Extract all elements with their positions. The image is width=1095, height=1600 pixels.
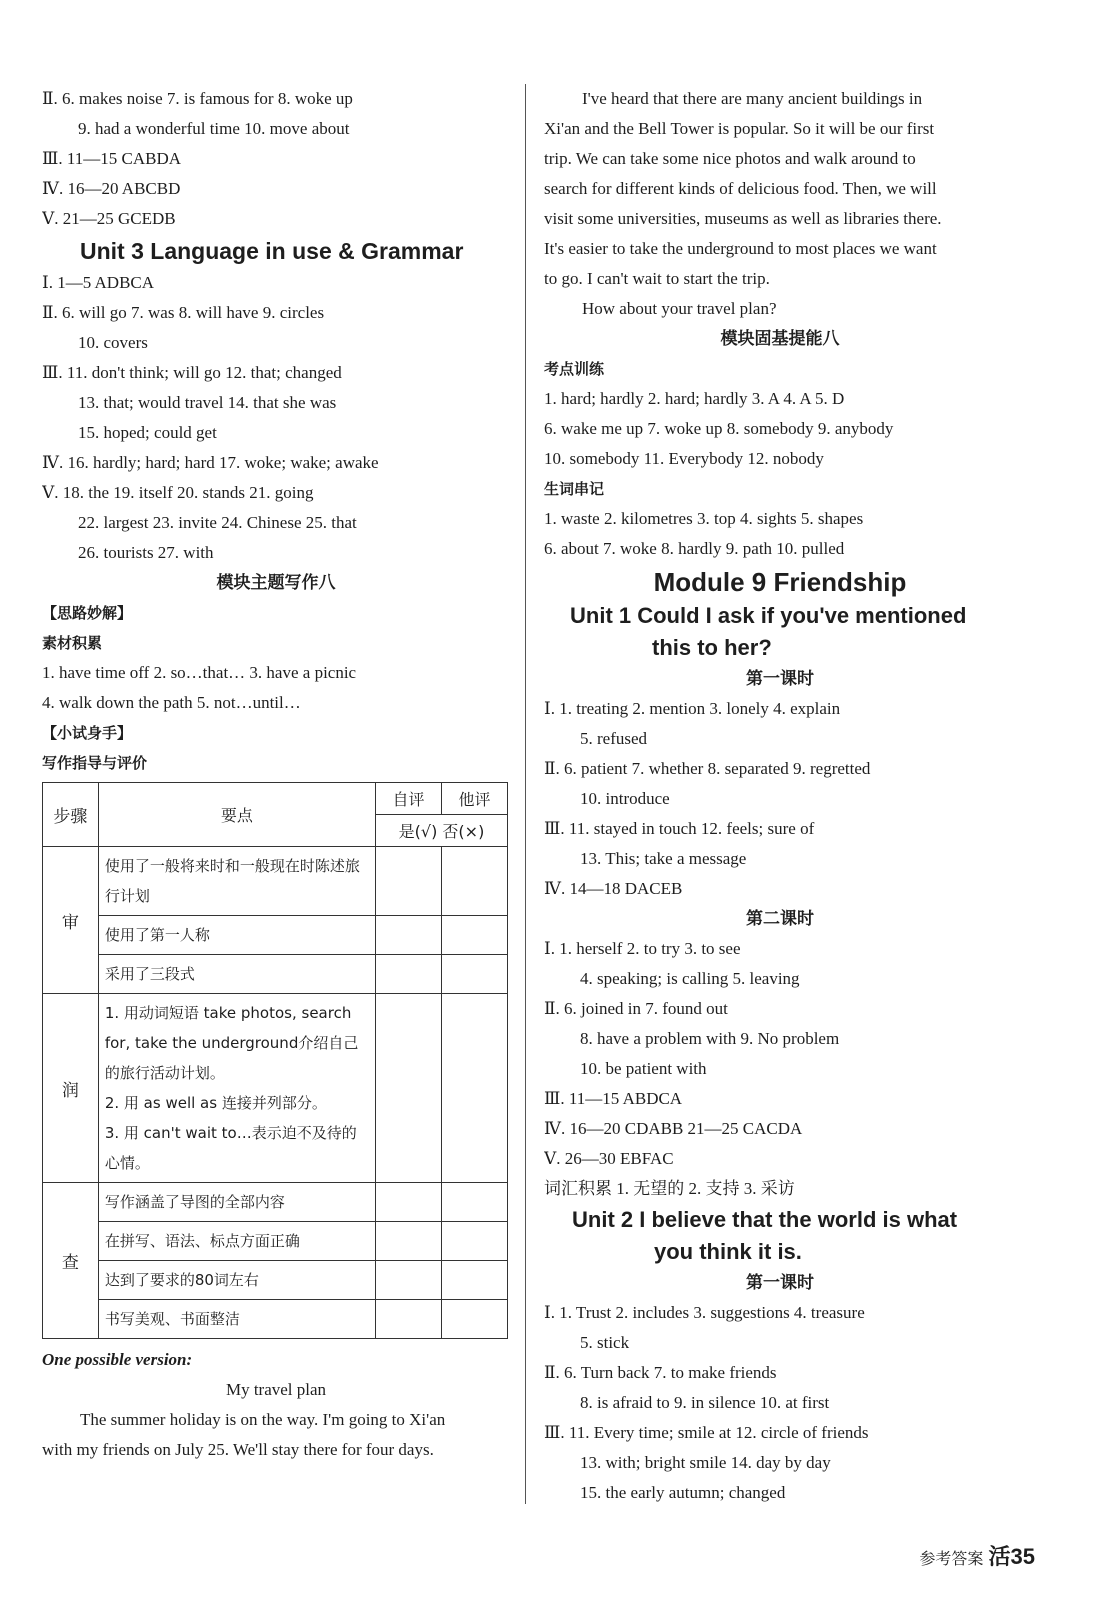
page-footer bbox=[919, 1540, 1035, 1571]
self-eval-cell bbox=[376, 994, 442, 1183]
header-point: 要点 bbox=[98, 783, 375, 847]
self-eval-cell bbox=[376, 916, 442, 955]
answer-line: Ⅲ. 11. don't think; will go 12. that; changed bbox=[42, 363, 342, 382]
lesson-heading: 第一课时 bbox=[746, 669, 814, 689]
table-row bbox=[43, 1261, 508, 1300]
self-eval-cell bbox=[376, 1261, 442, 1300]
gugu-heading: 模块固基提能八 bbox=[720, 329, 840, 349]
unit3-title: Unit 3 Language in use & Grammar bbox=[80, 238, 464, 264]
point-cell: 使用了一般将来时和一般现在时陈述旅行计划 bbox=[98, 847, 375, 916]
evaluation-table bbox=[42, 782, 508, 1339]
self-eval-cell bbox=[376, 1222, 442, 1261]
answer-line: Ⅱ. 6. joined in 7. found out bbox=[544, 999, 728, 1018]
column-divider bbox=[525, 84, 526, 1504]
answer-line: 13. with; bright smile 14. day by day bbox=[580, 1453, 831, 1472]
answer-line: 15. the early autumn; changed bbox=[580, 1483, 786, 1502]
answer-line: Ⅳ. 16—20 ABCBD bbox=[42, 179, 181, 198]
peer-eval-cell bbox=[441, 1183, 507, 1222]
self-eval-cell bbox=[376, 847, 442, 916]
answer-line: 13. This; take a message bbox=[580, 849, 747, 868]
essay-line: Xi'an and the Bell Tower is popular. So it will be our first bbox=[544, 119, 935, 138]
silu-heading: 【思路妙解】 bbox=[42, 604, 133, 622]
essay-line: with my friends on July 25. We'll stay there for four days. bbox=[42, 1440, 434, 1459]
essay-line: to go. I can't wait to start the trip. bbox=[544, 269, 770, 288]
essay-line: It's easier to take the underground to most places we want bbox=[544, 239, 937, 258]
answer-line: Ⅲ. 11. Every time; smile at 12. circle of friends bbox=[544, 1423, 869, 1442]
table-row bbox=[43, 1183, 508, 1222]
point-cell: 达到了要求的80词左右 bbox=[98, 1261, 375, 1300]
table-header-row bbox=[43, 783, 508, 815]
unit2-title: Unit 2 I believe that the world is what bbox=[572, 1207, 958, 1232]
version-label: One possible version: bbox=[42, 1350, 193, 1369]
answer-line: Ⅱ. 6. will go 7. was 8. will have 9. circles bbox=[42, 303, 325, 322]
writing-section-heading: 模块主题写作八 bbox=[216, 573, 336, 593]
step-cell: 查 bbox=[43, 1183, 99, 1339]
table-row bbox=[43, 994, 508, 1183]
header-yes-no: 是(√) 否(×) bbox=[376, 815, 508, 847]
header-peer: 他评 bbox=[441, 783, 507, 815]
point-cell: 在拼写、语法、标点方面正确 bbox=[98, 1222, 375, 1261]
answer-line: 10. somebody 11. Everybody 12. nobody bbox=[544, 449, 824, 468]
point-item: 2. 用 as well as 连接并列部分。 bbox=[104, 1094, 327, 1112]
answer-line: Ⅰ. 1—5 ADBCA bbox=[42, 273, 155, 292]
header-self: 自评 bbox=[376, 783, 442, 815]
peer-eval-cell bbox=[441, 1300, 507, 1339]
answer-line: 词汇积累 1. 无望的 2. 支持 3. 采访 bbox=[544, 1179, 795, 1198]
essay-line: search for different kinds of delicious food. Then, we will bbox=[544, 179, 937, 198]
peer-eval-cell bbox=[441, 1261, 507, 1300]
point-cell bbox=[98, 994, 375, 1183]
point-cell: 使用了第一人称 bbox=[98, 916, 375, 955]
header-step: 步骤 bbox=[43, 783, 99, 847]
xiaoshi-heading: 【小试身手】 bbox=[42, 724, 133, 742]
answer-line: 15. hoped; could get bbox=[78, 423, 217, 442]
point-cell: 书写美观、书面整洁 bbox=[98, 1300, 375, 1339]
answer-line: Ⅰ. 1. herself 2. to try 3. to see bbox=[544, 939, 741, 958]
essay-line: How about your travel plan? bbox=[582, 299, 777, 318]
self-eval-cell bbox=[376, 955, 442, 994]
answer-line: 22. largest 23. invite 24. Chinese 25. that bbox=[78, 513, 357, 532]
essay-title: My travel plan bbox=[225, 1380, 327, 1399]
answer-line: 6. about 7. woke 8. hardly 9. path 10. pulled bbox=[544, 539, 845, 558]
answer-line: 9. had a wonderful time 10. move about bbox=[78, 119, 350, 138]
answer-line: 13. that; would travel 14. that she was bbox=[78, 393, 337, 412]
answer-line: Ⅱ. 6. patient 7. whether 8. separated 9. regretted bbox=[544, 759, 871, 778]
answer-line: 8. have a problem with 9. No problem bbox=[580, 1029, 840, 1048]
point-item: 3. 用 can't wait to…表示迫不及待的心情。 bbox=[104, 1124, 357, 1172]
answer-line: Ⅴ. 21—25 GCEDB bbox=[42, 209, 176, 228]
answer-line: 1. have time off 2. so…that… 3. have a picnic bbox=[42, 663, 357, 682]
lesson-heading: 第二课时 bbox=[746, 909, 814, 929]
answer-line: Ⅱ. 6. makes noise 7. is famous for 8. woke up bbox=[42, 89, 353, 108]
answer-line: 26. tourists 27. with bbox=[78, 543, 214, 562]
shengci-heading: 生词串记 bbox=[544, 480, 605, 498]
right-column bbox=[544, 84, 1016, 1508]
answer-line: 10. covers bbox=[78, 333, 148, 352]
answer-line: 4. speaking; is calling 5. leaving bbox=[580, 969, 800, 988]
peer-eval-cell bbox=[441, 1222, 507, 1261]
answer-line: 8. is afraid to 9. in silence 10. at first bbox=[580, 1393, 830, 1412]
answer-line: 10. introduce bbox=[580, 789, 670, 808]
answer-line: Ⅰ. 1. treating 2. mention 3. lonely 4. explain bbox=[544, 699, 841, 718]
essay-line: visit some universities, museums as well as libraries there. bbox=[544, 209, 942, 228]
answer-line: 1. waste 2. kilometres 3. top 4. sights 5. shapes bbox=[544, 509, 864, 528]
answer-line: Ⅱ. 6. Turn back 7. to make friends bbox=[544, 1363, 777, 1382]
peer-eval-cell bbox=[441, 955, 507, 994]
answer-line: Ⅴ. 26—30 EBFAC bbox=[544, 1149, 674, 1168]
answer-line: 4. walk down the path 5. not…until… bbox=[42, 693, 301, 712]
peer-eval-cell bbox=[441, 916, 507, 955]
answer-line: 1. hard; hardly 2. hard; hardly 3. A 4. A 5. D bbox=[544, 389, 845, 408]
answer-line: 10. be patient with bbox=[580, 1059, 707, 1078]
self-eval-cell bbox=[376, 1300, 442, 1339]
answer-line: 5. stick bbox=[580, 1333, 630, 1352]
essay-line: I've heard that there are many ancient buildings in bbox=[582, 89, 923, 108]
footer-label: 参考答案 bbox=[919, 1549, 984, 1568]
peer-eval-cell bbox=[441, 847, 507, 916]
table-row bbox=[43, 955, 508, 994]
point-cell: 写作涵盖了导图的全部内容 bbox=[98, 1183, 375, 1222]
unit2-title-cont: you think it is. bbox=[654, 1239, 802, 1264]
step-cell: 审 bbox=[43, 847, 99, 994]
answer-line: Ⅳ. 16. hardly; hard; hard 17. woke; wake; awake bbox=[42, 453, 379, 472]
point-cell: 采用了三段式 bbox=[98, 955, 375, 994]
kaodian-heading: 考点训练 bbox=[544, 360, 605, 378]
peer-eval-cell bbox=[441, 994, 507, 1183]
zhidao-heading: 写作指导与评价 bbox=[42, 754, 148, 772]
essay-line: trip. We can take some nice photos and walk around to bbox=[544, 149, 916, 168]
module-title: Module 9 Friendship bbox=[653, 567, 907, 597]
essay-line: The summer holiday is on the way. I'm going to Xi'an bbox=[80, 1410, 446, 1429]
answer-line: Ⅳ. 16—20 CDABB 21—25 CACDA bbox=[544, 1119, 803, 1138]
table-row bbox=[43, 916, 508, 955]
lesson-heading: 第一课时 bbox=[746, 1273, 814, 1293]
step-cell: 润 bbox=[43, 994, 99, 1183]
answer-line: Ⅲ. 11. stayed in touch 12. feels; sure of bbox=[544, 819, 815, 838]
answer-line: 5. refused bbox=[580, 729, 648, 748]
table-row bbox=[43, 1222, 508, 1261]
unit1-title: Unit 1 Could I ask if you've mentioned bbox=[570, 603, 967, 628]
unit1-title-cont: this to her? bbox=[652, 635, 772, 660]
answer-line: Ⅲ. 11—15 ABDCA bbox=[544, 1089, 683, 1108]
sucai-heading: 素材积累 bbox=[42, 634, 103, 652]
point-item: 1. 用动词短语 take photos, search for, take the underground介绍自己的旅行活动计划。 bbox=[104, 1004, 359, 1082]
left-column bbox=[42, 84, 510, 1465]
table-row bbox=[43, 1300, 508, 1339]
answer-line: Ⅰ. 1. Trust 2. includes 3. suggestions 4. treasure bbox=[544, 1303, 865, 1322]
table-row bbox=[43, 847, 508, 916]
page-number: 活35 bbox=[988, 1544, 1035, 1569]
answer-line: Ⅴ. 18. the 19. itself 20. stands 21. going bbox=[42, 483, 314, 502]
answer-line: Ⅲ. 11—15 CABDA bbox=[42, 149, 182, 168]
answer-line: 6. wake me up 7. woke up 8. somebody 9. anybody bbox=[544, 419, 894, 438]
answer-line: Ⅳ. 14—18 DACEB bbox=[544, 879, 683, 898]
self-eval-cell bbox=[376, 1183, 442, 1222]
